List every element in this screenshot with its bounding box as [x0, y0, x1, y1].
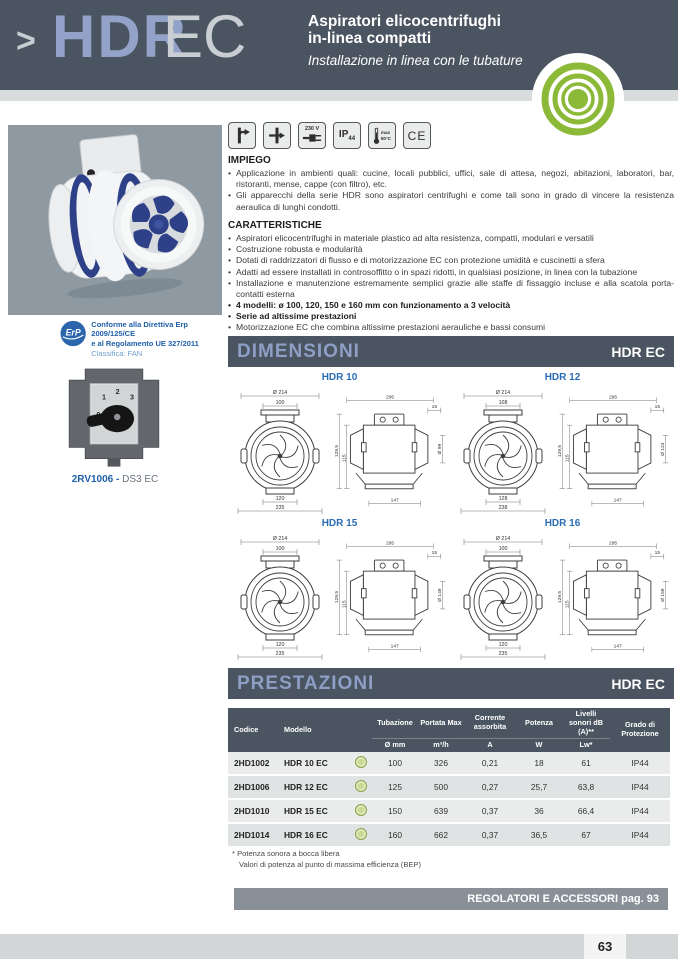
caratteristiche-section	[228, 220, 674, 334]
unit-tubazione: Ø mm	[372, 739, 418, 752]
table-row	[228, 775, 670, 799]
svg-text:15: 15	[654, 405, 660, 411]
impiego-list	[228, 168, 674, 213]
switch-caption	[8, 474, 222, 485]
svg-text:100: 100	[275, 546, 284, 552]
model-cell-hdr15	[228, 518, 451, 664]
cell-tubazione: 100	[372, 752, 418, 775]
performance-table	[228, 708, 670, 848]
svg-text:235: 235	[498, 651, 507, 657]
front-view-drawing	[230, 387, 330, 514]
model-title: HDR 10	[321, 372, 358, 383]
front-view-drawing	[453, 387, 553, 514]
side-view-drawing	[332, 387, 450, 514]
table-row	[228, 799, 670, 823]
svg-text:115: 115	[564, 454, 570, 463]
caratteristiche-bullet: • 4 modelli: ø 100, 120, 150 e 160 mm con funzionamento a 3 velocità	[228, 300, 674, 311]
footnote-1: * Potenza sonora a bocca libera	[232, 849, 340, 858]
duct-inline-icon	[263, 122, 291, 149]
impiego-bullet: • Applicazione in ambienti quali: cucine, locali pubblici, uffici, sale di attesa, negozi, abitazioni, laboratori, bar, ristoranti, mense, cappe (con filtro), etc.	[228, 168, 674, 190]
side-view-drawing	[555, 387, 673, 514]
caratteristiche-bullet: • Motorizzazione EC che combina altissime prestazioni aerauliche e bassi consumi	[228, 322, 674, 333]
front-view-drawing	[230, 533, 330, 660]
col-header-livelli: Livelli sonori dB (A)**	[562, 708, 610, 739]
unit-potenza: W	[516, 739, 562, 752]
voltage-label: 230 V	[304, 125, 320, 132]
prestazioni-title: PRESTAZIONI	[237, 672, 375, 694]
col-header-tubazione: Tubazione	[372, 708, 418, 739]
svg-text:115: 115	[341, 600, 347, 609]
cell-grado: IP44	[610, 799, 670, 823]
svg-text:15: 15	[431, 551, 437, 557]
erp-line1: Conforme alla Direttiva Erp 2009/125/CE	[91, 320, 188, 339]
cell-potenza: 36	[516, 799, 562, 823]
ce-badge	[403, 122, 431, 149]
svg-text:Ø 99: Ø 99	[437, 443, 443, 455]
cell-codice: 2HD1006	[228, 775, 278, 799]
svg-text:Ø 214: Ø 214	[495, 536, 510, 542]
cell-portata: 639	[418, 799, 464, 823]
erp-class: Classifica: FAN	[91, 349, 143, 359]
table-row	[228, 823, 670, 847]
cell-tubazione: 150	[372, 799, 418, 823]
svg-text:129,5: 129,5	[334, 590, 340, 604]
eco-badge-icon	[350, 775, 372, 799]
svg-text:235: 235	[275, 651, 284, 657]
cell-corrente: 0,27	[464, 775, 516, 799]
svg-text:15: 15	[431, 405, 437, 411]
unit-portata: m³/h	[418, 739, 464, 752]
erp-compliance-block	[60, 320, 230, 359]
caratteristiche-title: CARATTERISTICHE	[228, 220, 322, 231]
cell-portata: 500	[418, 775, 464, 799]
impiego-title: IMPIEGO	[228, 155, 271, 166]
cell-portata: 326	[418, 752, 464, 775]
ip-label: IP	[338, 128, 349, 140]
svg-text:129,5: 129,5	[557, 590, 563, 604]
temp-value-label: 50°C	[380, 135, 392, 141]
cell-modello: HDR 10 EC	[278, 752, 350, 775]
svg-text:295: 295	[608, 395, 617, 401]
header-subtitle	[308, 13, 523, 68]
switch-pos-2: 2	[115, 386, 120, 396]
front-view-drawing	[453, 533, 553, 660]
cell-modello: HDR 15 EC	[278, 799, 350, 823]
unit-livelli: Lw*	[562, 739, 610, 752]
svg-text:108: 108	[498, 400, 507, 406]
prestazioni-section-bar	[228, 668, 674, 699]
duct-elbow-icon	[228, 122, 256, 149]
ip44-badge	[333, 122, 361, 149]
impiego-bullet: • Gli apparecchi della serie HDR sono aspiratori centrifughi e come tali sono in grado di vincere la resistenza aeraulica di lunghi condotti.	[228, 190, 674, 212]
svg-text:100: 100	[498, 546, 507, 552]
svg-text:120: 120	[275, 496, 284, 502]
svg-text:295: 295	[608, 541, 617, 547]
svg-text:295: 295	[385, 395, 394, 401]
col-header-portata: Portata Max	[418, 708, 464, 739]
max-temp-badge	[368, 122, 396, 149]
cell-tubazione: 125	[372, 775, 418, 799]
subtitle-line3: Installazione in linea con le tubature	[308, 52, 523, 68]
cell-grado: IP44	[610, 775, 670, 799]
erp-line2: e al Regolamento UE 327/2011	[91, 338, 199, 348]
table-row	[228, 752, 670, 775]
model-title: HDR 16	[544, 518, 581, 529]
unit-corrente: A	[464, 739, 516, 752]
svg-text:235: 235	[275, 505, 284, 511]
svg-text:129,5: 129,5	[557, 444, 563, 458]
chevron-icon: >	[16, 22, 36, 60]
svg-text:120: 120	[498, 642, 507, 648]
cell-modello: HDR 12 EC	[278, 775, 350, 799]
cell-lw: 63,8	[562, 775, 610, 799]
cell-grado: IP44	[610, 823, 670, 847]
switch-pos-1: 1	[102, 392, 106, 402]
subtitle-line2: in-linea compatti	[308, 30, 432, 48]
caratteristiche-bullet: • Aspiratori elicocentrifughi in materiale plastico ad alta resistenza, compatti, modulari e versatili	[228, 233, 674, 244]
page-footer-strip	[0, 934, 678, 959]
dimensioni-badge: HDR EC	[611, 343, 665, 360]
caratteristiche-list	[228, 233, 674, 334]
cell-lw: 67	[562, 823, 610, 847]
col-header-codice: Codice	[228, 708, 278, 752]
certification-badges	[228, 122, 431, 149]
model-cell-hdr12	[451, 372, 674, 518]
product-photo-fan	[8, 125, 222, 315]
temp-max-label: max	[380, 130, 391, 136]
thermometer-icon	[373, 127, 380, 145]
speed-switch-photo	[58, 364, 170, 470]
cell-codice: 2HD1014	[228, 823, 278, 847]
ip-sub-label: 44	[348, 135, 356, 142]
caratteristiche-bullet: • Costruzione robusta e modularità	[228, 244, 674, 255]
dimensioni-title: DIMENSIONI	[237, 340, 360, 362]
svg-text:129,5: 129,5	[334, 444, 340, 458]
cell-modello: HDR 16 EC	[278, 823, 350, 847]
cell-potenza: 36,5	[516, 823, 562, 847]
svg-text:115: 115	[341, 454, 347, 463]
series-suffix: EC	[163, 3, 247, 70]
svg-text:147: 147	[613, 644, 622, 650]
cell-potenza: 25,7	[516, 775, 562, 799]
eco-badge-icon	[350, 799, 372, 823]
ce-label: CE	[407, 128, 427, 143]
side-view-drawing	[332, 533, 450, 660]
switch-code: 2RV1006 -	[71, 474, 120, 485]
footnote-2: Valori di potenza al punto di massima efficienza (BEP)	[239, 860, 422, 869]
svg-text:Ø 214: Ø 214	[272, 536, 287, 542]
caratteristiche-bullet: • Adatti ad essere installati in controsoffitto o in spazi ridotti, in qualsiasi posizione, in linea con la tubazione	[228, 267, 674, 278]
voltage-badge	[298, 122, 326, 149]
svg-text:115: 115	[564, 600, 570, 609]
prestazioni-badge: HDR EC	[611, 675, 665, 692]
svg-text:120: 120	[275, 642, 284, 648]
cell-tubazione: 160	[372, 823, 418, 847]
svg-text:295: 295	[385, 541, 394, 547]
model-cell-hdr10	[228, 372, 451, 518]
caratteristiche-bullet: • Dotati di raddrizzatori di flusso e di motorizzazione EC con protezione umidità e cuscinetti a sfera	[228, 255, 674, 266]
switch-name: DS3 EC	[119, 474, 159, 485]
caratteristiche-bullet: • Serie ad altissime prestazioni	[228, 311, 674, 322]
plug-icon	[302, 132, 322, 144]
cell-codice: 2HD1010	[228, 799, 278, 823]
svg-text:Ø 214: Ø 214	[495, 390, 510, 396]
svg-text:128: 128	[498, 496, 507, 502]
accessories-reference-bar	[234, 888, 668, 910]
svg-text:238: 238	[498, 505, 507, 511]
side-view-drawing	[555, 533, 673, 660]
col-header-corrente: Corrente assorbita	[464, 708, 516, 739]
series-title: HDR	[52, 3, 188, 70]
cell-portata: 662	[418, 823, 464, 847]
brand-rings-logo-icon	[531, 52, 626, 147]
svg-text:Ø 214: Ø 214	[272, 390, 287, 396]
col-header-potenza: Potenza	[516, 708, 562, 739]
svg-text:147: 147	[613, 498, 622, 504]
svg-text:Ø 159: Ø 159	[660, 588, 666, 602]
cell-lw: 61	[562, 752, 610, 775]
cell-corrente: 0,21	[464, 752, 516, 775]
accessories-reference-label: REGOLATORI E ACCESSORI pag. 93	[467, 893, 659, 905]
svg-text:Ø 149: Ø 149	[437, 588, 443, 602]
cell-corrente: 0,37	[464, 799, 516, 823]
model-title: HDR 12	[544, 372, 581, 383]
svg-text:Ø 124: Ø 124	[660, 442, 666, 456]
cell-potenza: 18	[516, 752, 562, 775]
cell-lw: 66,4	[562, 799, 610, 823]
eco-badge-icon	[350, 752, 372, 775]
eco-badge-icon	[350, 823, 372, 847]
model-cell-hdr16	[451, 518, 674, 664]
dimension-drawings-grid	[228, 372, 674, 664]
svg-text:15: 15	[654, 551, 660, 557]
svg-text:147: 147	[390, 644, 399, 650]
table-footnotes	[232, 848, 421, 870]
page-number: 63	[584, 934, 626, 959]
svg-text:100: 100	[275, 400, 284, 406]
cell-grado: IP44	[610, 752, 670, 775]
caratteristiche-bullet: • Installazione e manutenzione estremamente semplici grazie alle staffe di fissaggio incluse e alla scatola porta-contatti esterna	[228, 278, 674, 300]
impiego-section	[228, 155, 674, 213]
subtitle-line1: Aspiratori elicocentrifughi	[308, 13, 501, 30]
svg-text:ErP: ErP	[65, 327, 81, 338]
cell-codice: 2HD1002	[228, 752, 278, 775]
dimensioni-section-bar	[228, 336, 674, 367]
svg-text:147: 147	[390, 498, 399, 504]
model-title: HDR 15	[321, 518, 358, 529]
col-header-modello: Modello	[278, 708, 372, 752]
cell-corrente: 0,37	[464, 823, 516, 847]
erp-logo-icon	[60, 320, 86, 347]
switch-pos-3: 3	[130, 392, 134, 402]
col-header-grado: Grado di Protezione	[610, 708, 670, 752]
